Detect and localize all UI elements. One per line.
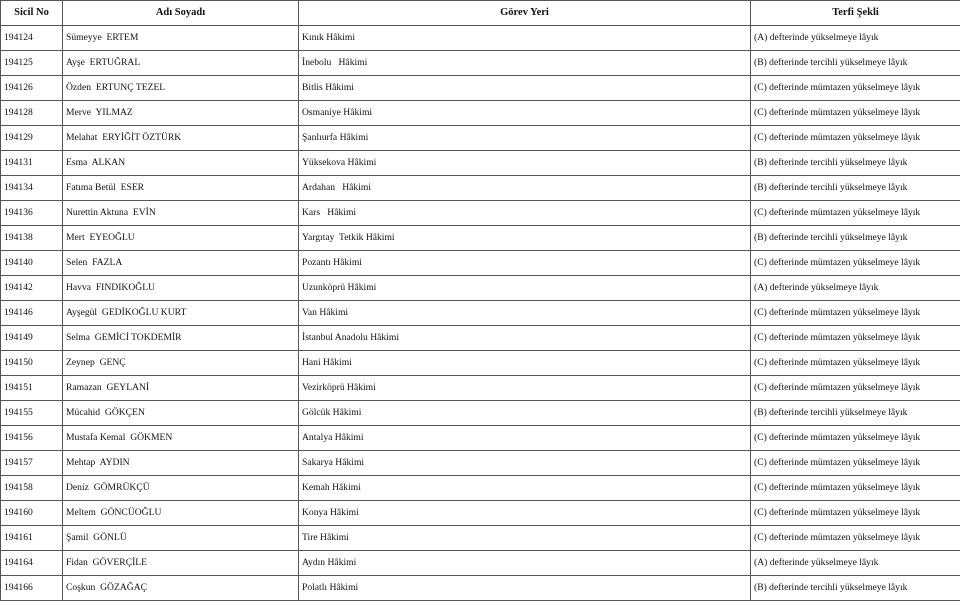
cell-terfi-sekli: (C) defterinde mümtazen yükselmeye lâyık bbox=[751, 76, 960, 101]
cell-adi-soyadi: Mert EYEOĞLU bbox=[63, 226, 299, 251]
cell-gorev-yeri: Şanlıurfa Hâkimi bbox=[299, 126, 751, 151]
cell-adi-soyadi: Havva FINDIKOĞLU bbox=[63, 276, 299, 301]
cell-adi-soyadi: Merve YILMAZ bbox=[63, 101, 299, 126]
table-row bbox=[1, 101, 960, 126]
cell-adi-soyadi: Coşkun GÖZAĞAÇ bbox=[63, 576, 299, 601]
table-row bbox=[1, 26, 960, 51]
cell-terfi-sekli: (C) defterinde mümtazen yükselmeye lâyık bbox=[751, 501, 960, 526]
cell-sicil-no: 194128 bbox=[1, 101, 63, 126]
cell-sicil-no: 194149 bbox=[1, 326, 63, 351]
cell-gorev-yeri: Kars Hâkimi bbox=[299, 201, 751, 226]
cell-terfi-sekli: (B) defterinde tercihli yükselmeye lâyık bbox=[751, 51, 960, 76]
table-row bbox=[1, 426, 960, 451]
table-row bbox=[1, 351, 960, 376]
table-row bbox=[1, 301, 960, 326]
cell-gorev-yeri: Ardahan Hâkimi bbox=[299, 176, 751, 201]
header-terfi-sekli: Terfi Şekli bbox=[751, 1, 960, 26]
cell-adi-soyadi: Sümeyye ERTEM bbox=[63, 26, 299, 51]
cell-adi-soyadi: Mücahid GÖKÇEN bbox=[63, 401, 299, 426]
cell-sicil-no: 194140 bbox=[1, 251, 63, 276]
cell-adi-soyadi: Nurettin Aktuna EVİN bbox=[63, 201, 299, 226]
table-row bbox=[1, 476, 960, 501]
cell-gorev-yeri: Bitlis Hâkimi bbox=[299, 76, 751, 101]
cell-sicil-no: 194142 bbox=[1, 276, 63, 301]
table-row bbox=[1, 151, 960, 176]
cell-terfi-sekli: (A) defterinde yükselmeye lâyık bbox=[751, 276, 960, 301]
cell-terfi-sekli: (C) defterinde mümtazen yükselmeye lâyık bbox=[751, 351, 960, 376]
cell-adi-soyadi: Mehtap AYDIN bbox=[63, 451, 299, 476]
cell-adi-soyadi: Melahat ERYİĞİT ÖZTÜRK bbox=[63, 126, 299, 151]
cell-gorev-yeri: İnebolu Hâkimi bbox=[299, 51, 751, 76]
table-row bbox=[1, 326, 960, 351]
cell-terfi-sekli: (C) defterinde mümtazen yükselmeye lâyık bbox=[751, 201, 960, 226]
table-row bbox=[1, 226, 960, 251]
cell-adi-soyadi: Deniz GÖMRÜKÇÜ bbox=[63, 476, 299, 501]
cell-terfi-sekli: (C) defterinde mümtazen yükselmeye lâyık bbox=[751, 376, 960, 401]
cell-sicil-no: 194161 bbox=[1, 526, 63, 551]
cell-gorev-yeri: Pozantı Hâkimi bbox=[299, 251, 751, 276]
cell-sicil-no: 194157 bbox=[1, 451, 63, 476]
cell-terfi-sekli: (C) defterinde mümtazen yükselmeye lâyık bbox=[751, 101, 960, 126]
cell-sicil-no: 194158 bbox=[1, 476, 63, 501]
cell-terfi-sekli: (C) defterinde mümtazen yükselmeye lâyık bbox=[751, 476, 960, 501]
table-row bbox=[1, 201, 960, 226]
cell-adi-soyadi: Özden ERTUNÇ TEZEL bbox=[63, 76, 299, 101]
cell-gorev-yeri: İstanbul Anadolu Hâkimi bbox=[299, 326, 751, 351]
cell-gorev-yeri: Hani Hâkimi bbox=[299, 351, 751, 376]
table-row bbox=[1, 126, 960, 151]
cell-gorev-yeri: Uzunköprü Hâkimi bbox=[299, 276, 751, 301]
cell-gorev-yeri: Vezirköprü Hâkimi bbox=[299, 376, 751, 401]
cell-terfi-sekli: (C) defterinde mümtazen yükselmeye lâyık bbox=[751, 251, 960, 276]
cell-gorev-yeri: Kınık Hâkimi bbox=[299, 26, 751, 51]
cell-terfi-sekli: (C) defterinde mümtazen yükselmeye lâyık bbox=[751, 426, 960, 451]
table-row bbox=[1, 176, 960, 201]
cell-adi-soyadi: Zeynep GENÇ bbox=[63, 351, 299, 376]
cell-sicil-no: 194160 bbox=[1, 501, 63, 526]
cell-gorev-yeri: Antalya Hâkimi bbox=[299, 426, 751, 451]
cell-gorev-yeri: Osmaniye Hâkimi bbox=[299, 101, 751, 126]
cell-adi-soyadi: Fatıma Betül ESER bbox=[63, 176, 299, 201]
table-row bbox=[1, 551, 960, 576]
table-row bbox=[1, 401, 960, 426]
cell-sicil-no: 194164 bbox=[1, 551, 63, 576]
cell-sicil-no: 194156 bbox=[1, 426, 63, 451]
cell-gorev-yeri: Yüksekova Hâkimi bbox=[299, 151, 751, 176]
cell-terfi-sekli: (C) defterinde mümtazen yükselmeye lâyık bbox=[751, 326, 960, 351]
header-sicil-no: Sicil No bbox=[1, 1, 63, 26]
cell-terfi-sekli: (A) defterinde yükselmeye lâyık bbox=[751, 26, 960, 51]
header-gorev-yeri: Görev Yeri bbox=[299, 1, 751, 26]
table-row bbox=[1, 76, 960, 101]
cell-adi-soyadi: Mustafa Kemal GÖKMEN bbox=[63, 426, 299, 451]
table-row bbox=[1, 251, 960, 276]
cell-sicil-no: 194155 bbox=[1, 401, 63, 426]
cell-terfi-sekli: (A) defterinde yükselmeye lâyık bbox=[751, 551, 960, 576]
cell-sicil-no: 194166 bbox=[1, 576, 63, 601]
table-row bbox=[1, 51, 960, 76]
cell-adi-soyadi: Selen FAZLA bbox=[63, 251, 299, 276]
table-header-row bbox=[1, 1, 960, 26]
cell-gorev-yeri: Van Hâkimi bbox=[299, 301, 751, 326]
table-row bbox=[1, 576, 960, 601]
table-row bbox=[1, 276, 960, 301]
cell-gorev-yeri: Sakarya Hâkimi bbox=[299, 451, 751, 476]
cell-gorev-yeri: Yargıtay Tetkik Hâkimi bbox=[299, 226, 751, 251]
cell-sicil-no: 194151 bbox=[1, 376, 63, 401]
cell-sicil-no: 194138 bbox=[1, 226, 63, 251]
cell-adi-soyadi: Ayşe ERTUĞRAL bbox=[63, 51, 299, 76]
cell-sicil-no: 194136 bbox=[1, 201, 63, 226]
cell-terfi-sekli: (C) defterinde mümtazen yükselmeye lâyık bbox=[751, 526, 960, 551]
header-adi-soyadi: Adı Soyadı bbox=[63, 1, 299, 26]
cell-gorev-yeri: Tire Hâkimi bbox=[299, 526, 751, 551]
cell-sicil-no: 194150 bbox=[1, 351, 63, 376]
cell-sicil-no: 194129 bbox=[1, 126, 63, 151]
cell-gorev-yeri: Kemah Hâkimi bbox=[299, 476, 751, 501]
cell-terfi-sekli: (B) defterinde tercihli yükselmeye lâyık bbox=[751, 576, 960, 601]
cell-terfi-sekli: (B) defterinde tercihli yükselmeye lâyık bbox=[751, 151, 960, 176]
cell-gorev-yeri: Polatlı Hâkimi bbox=[299, 576, 751, 601]
table-row bbox=[1, 501, 960, 526]
cell-gorev-yeri: Konya Hâkimi bbox=[299, 501, 751, 526]
cell-terfi-sekli: (C) defterinde mümtazen yükselmeye lâyık bbox=[751, 451, 960, 476]
cell-terfi-sekli: (B) defterinde tercihli yükselmeye lâyık bbox=[751, 401, 960, 426]
table-body bbox=[1, 26, 960, 601]
cell-sicil-no: 194125 bbox=[1, 51, 63, 76]
cell-adi-soyadi: Esma ALKAN bbox=[63, 151, 299, 176]
cell-adi-soyadi: Ayşegül GEDİKOĞLU KURT bbox=[63, 301, 299, 326]
cell-adi-soyadi: Fidan GÖVERÇİLE bbox=[63, 551, 299, 576]
cell-gorev-yeri: Gölcük Hâkimi bbox=[299, 401, 751, 426]
table-row bbox=[1, 376, 960, 401]
cell-sicil-no: 194131 bbox=[1, 151, 63, 176]
cell-sicil-no: 194126 bbox=[1, 76, 63, 101]
cell-adi-soyadi: Ramazan GEYLANİ bbox=[63, 376, 299, 401]
cell-terfi-sekli: (C) defterinde mümtazen yükselmeye lâyık bbox=[751, 126, 960, 151]
cell-adi-soyadi: Selma GEMİCİ TOKDEMİR bbox=[63, 326, 299, 351]
cell-sicil-no: 194134 bbox=[1, 176, 63, 201]
table-row bbox=[1, 526, 960, 551]
table-row bbox=[1, 451, 960, 476]
cell-adi-soyadi: Meltem GÖNCÜOĞLU bbox=[63, 501, 299, 526]
cell-gorev-yeri: Aydın Hâkimi bbox=[299, 551, 751, 576]
cell-adi-soyadi: Şamil GÖNLÜ bbox=[63, 526, 299, 551]
cell-terfi-sekli: (B) defterinde tercihli yükselmeye lâyık bbox=[751, 176, 960, 201]
cell-terfi-sekli: (B) defterinde tercihli yükselmeye lâyık bbox=[751, 226, 960, 251]
cell-sicil-no: 194146 bbox=[1, 301, 63, 326]
cell-sicil-no: 194124 bbox=[1, 26, 63, 51]
cell-terfi-sekli: (C) defterinde mümtazen yükselmeye lâyık bbox=[751, 301, 960, 326]
